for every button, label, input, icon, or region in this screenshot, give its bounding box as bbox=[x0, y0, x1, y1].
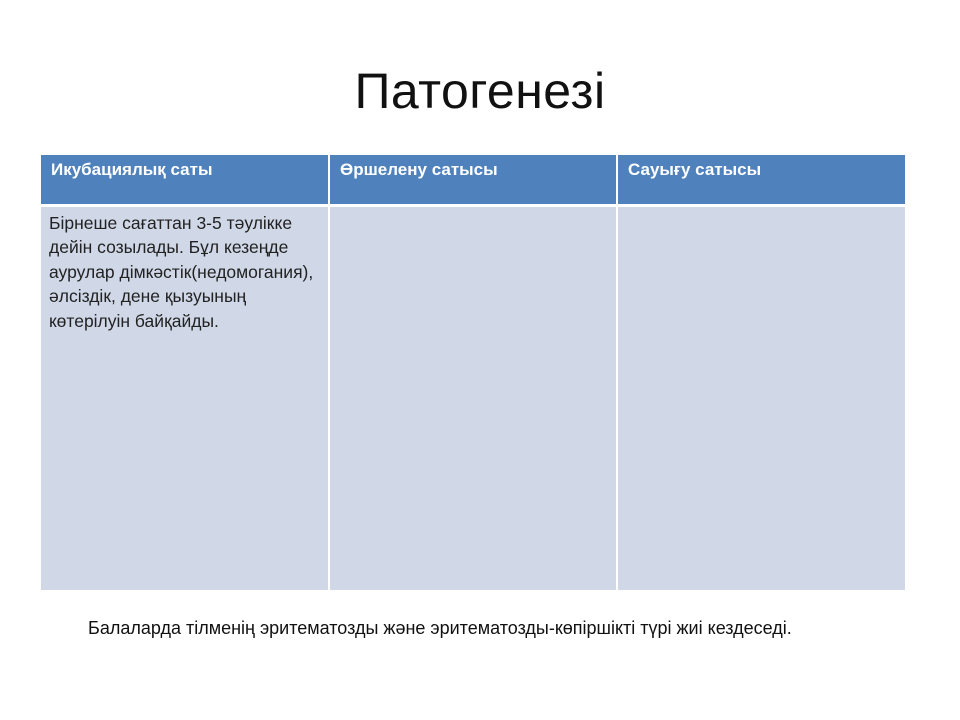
table-header-row bbox=[41, 155, 905, 205]
stages-table bbox=[41, 155, 905, 590]
cell-incubation-description: Бірнеше сағаттан 3-5 тәулікке дейін созылады. Бұл кезеңде аурулар дімкәстік(недомогания), әлсіздік, дене қызуының көтерілуін байқайды. bbox=[41, 205, 329, 590]
cell-progression-description bbox=[329, 205, 617, 590]
footnote-text: Балаларда тілменің эритематозды және эритематозды-көпіршікті түрі жиі кездеседі. bbox=[88, 618, 792, 638]
slide-title: Патогенезі bbox=[354, 63, 606, 119]
cell-recovery-description bbox=[617, 205, 905, 590]
table-row bbox=[41, 205, 905, 590]
header-recovery-stage: Сауығу сатысы bbox=[617, 155, 905, 205]
header-incubation-stage: Икубациялық саты bbox=[41, 155, 329, 205]
header-progression-stage: Өршелену сатысы bbox=[329, 155, 617, 205]
